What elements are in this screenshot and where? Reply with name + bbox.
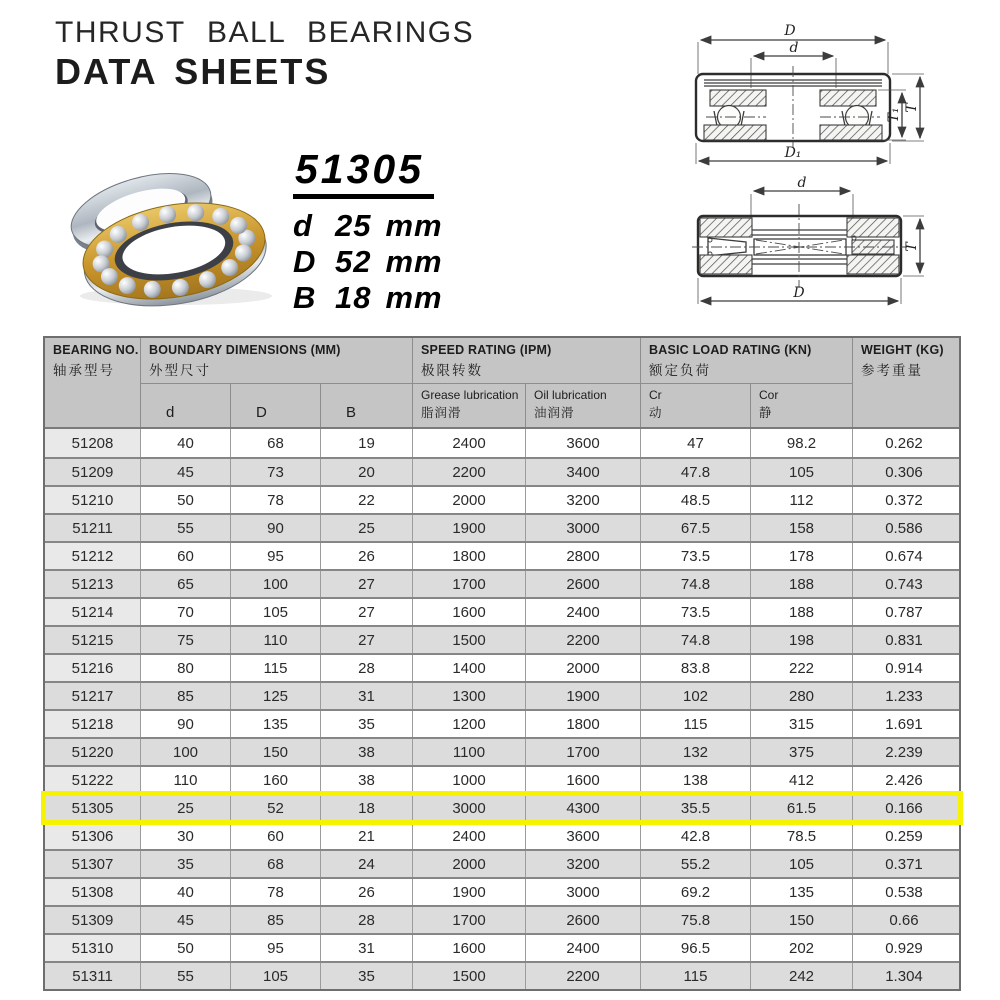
- cell-oil-speed: 3000: [525, 879, 640, 905]
- cell-weight: 0.586: [852, 515, 955, 541]
- cell-grease-speed: 2400: [412, 429, 525, 457]
- cell-oil-speed: 3600: [525, 823, 640, 849]
- cell-d: 85: [140, 683, 230, 709]
- header-bearing-no: BEARING NO. 轴承型号: [53, 343, 139, 378]
- cell-weight: 0.929: [852, 935, 955, 961]
- cell-grease-speed: 1500: [412, 963, 525, 989]
- table-row: [45, 765, 959, 793]
- cross-section-drawing-top: [648, 18, 943, 173]
- cell-cor: 158: [750, 515, 852, 541]
- product-spec: [293, 146, 443, 316]
- cell-grease-speed: 1400: [412, 655, 525, 681]
- header-col-B: B: [320, 383, 412, 427]
- cell-cr: 35.5: [640, 795, 750, 821]
- cell-cr: 74.8: [640, 627, 750, 653]
- svg-text:d: d: [797, 176, 807, 191]
- cell-weight: 0.674: [852, 543, 955, 569]
- cell-D: 105: [230, 963, 320, 989]
- cell-bearing-no: 51212: [45, 543, 140, 569]
- cell-D: 95: [230, 543, 320, 569]
- cell-grease-speed: 1900: [412, 515, 525, 541]
- cell-D: 135: [230, 711, 320, 737]
- table-row: [45, 933, 959, 961]
- cell-D: 73: [230, 459, 320, 485]
- cell-D: 78: [230, 879, 320, 905]
- cell-d: 45: [140, 907, 230, 933]
- cell-oil-speed: 1600: [525, 767, 640, 793]
- cell-d: 55: [140, 515, 230, 541]
- cell-grease-speed: 1700: [412, 571, 525, 597]
- cell-D: 68: [230, 851, 320, 877]
- cell-grease-speed: 1500: [412, 627, 525, 653]
- table-row: [45, 457, 959, 485]
- cell-cor: 150: [750, 907, 852, 933]
- table-row: [45, 681, 959, 709]
- header-col-cor: Cor 静: [750, 383, 852, 427]
- table-row: [45, 821, 959, 849]
- cell-d: 40: [140, 879, 230, 905]
- header-col-d: d: [140, 383, 230, 427]
- cell-grease-speed: 1300: [412, 683, 525, 709]
- cell-cor: 61.5: [750, 795, 852, 821]
- cell-weight: 0.372: [852, 487, 955, 513]
- cell-D: 100: [230, 571, 320, 597]
- cell-B: 38: [320, 767, 412, 793]
- cell-cor: 78.5: [750, 823, 852, 849]
- cell-grease-speed: 2000: [412, 487, 525, 513]
- cell-weight: 0.914: [852, 655, 955, 681]
- cell-B: 25: [320, 515, 412, 541]
- cell-D: 78: [230, 487, 320, 513]
- cell-cor: 178: [750, 543, 852, 569]
- cell-oil-speed: 3200: [525, 851, 640, 877]
- table-row: [45, 653, 959, 681]
- cell-bearing-no: 51214: [45, 599, 140, 625]
- cell-B: 20: [320, 459, 412, 485]
- cell-weight: 0.371: [852, 851, 955, 877]
- cell-bearing-no: 51216: [45, 655, 140, 681]
- table-row: [45, 625, 959, 653]
- cell-D: 150: [230, 739, 320, 765]
- svg-text:T: T: [904, 103, 920, 113]
- cell-B: 38: [320, 739, 412, 765]
- svg-text:D₁: D₁: [784, 145, 802, 161]
- bearing-photo: [46, 156, 284, 308]
- cell-d: 70: [140, 599, 230, 625]
- cell-bearing-no: 51208: [45, 429, 140, 457]
- cell-bearing-no: 51218: [45, 711, 140, 737]
- cell-B: 24: [320, 851, 412, 877]
- cell-B: 35: [320, 711, 412, 737]
- cell-cr: 73.5: [640, 599, 750, 625]
- cell-d: 100: [140, 739, 230, 765]
- dim-B: B 18 mm: [293, 280, 443, 315]
- cell-cr: 73.5: [640, 543, 750, 569]
- cell-cr: 47.8: [640, 459, 750, 485]
- cell-bearing-no: 51217: [71, 687, 114, 705]
- cell-B: 28: [320, 655, 412, 681]
- page-title: THRUST BALL BEARINGS: [55, 16, 475, 49]
- table-row: [45, 597, 959, 625]
- cell-d: 75: [140, 627, 230, 653]
- cell-cor: 315: [750, 711, 852, 737]
- cell-d: 60: [140, 543, 230, 569]
- cell-grease-speed: 1900: [412, 879, 525, 905]
- cell-bearing-no: 51307: [71, 855, 114, 873]
- cell-D: 115: [230, 655, 320, 681]
- cell-D: 125: [230, 683, 320, 709]
- cell-cr: 138: [640, 767, 750, 793]
- cell-weight: 0.262: [852, 429, 955, 457]
- cell-cr: 115: [640, 963, 750, 989]
- table-row: [45, 849, 959, 877]
- cell-cor: 280: [750, 683, 852, 709]
- cell-cr: 83.8: [640, 655, 750, 681]
- cell-oil-speed: 1700: [525, 739, 640, 765]
- svg-text:d: d: [789, 40, 799, 56]
- cell-weight: 1.233: [852, 683, 955, 709]
- table-row: [45, 541, 959, 569]
- cell-B: 28: [320, 907, 412, 933]
- model-dimensions: [293, 208, 443, 316]
- table-row: [45, 429, 959, 457]
- cell-bearing-no: 51213: [71, 575, 114, 593]
- cell-grease-speed: 1000: [412, 767, 525, 793]
- cell-cor: 375: [750, 739, 852, 765]
- cell-B: 18: [320, 795, 412, 821]
- cell-oil-speed: 2600: [525, 571, 640, 597]
- cell-grease-speed: 1600: [412, 599, 525, 625]
- cell-D: 90: [230, 515, 320, 541]
- svg-text:D: D: [793, 285, 805, 301]
- cell-cr: 67.5: [640, 515, 750, 541]
- cell-weight: 2.426: [852, 767, 955, 793]
- cell-B: 26: [320, 543, 412, 569]
- cell-oil-speed: 2400: [525, 599, 640, 625]
- cell-B: 21: [320, 823, 412, 849]
- cell-d: 55: [140, 963, 230, 989]
- header-col-cr: Cr 动: [640, 383, 750, 427]
- cell-cr: 42.8: [640, 823, 750, 849]
- cell-bearing-no: 51311: [72, 967, 113, 985]
- cell-oil-speed: 2600: [525, 907, 640, 933]
- cell-bearing-no: 51306: [45, 823, 140, 849]
- cell-oil-speed: 1900: [525, 683, 640, 709]
- cell-B: 27: [320, 627, 412, 653]
- cell-cor: 112: [750, 487, 852, 513]
- cell-D: 110: [230, 627, 320, 653]
- table-row: [45, 513, 959, 541]
- cell-cor: 202: [750, 935, 852, 961]
- cell-d: 45: [140, 459, 230, 485]
- svg-text:T₁: T₁: [886, 107, 902, 123]
- cell-d: 110: [140, 767, 230, 793]
- cell-oil-speed: 2800: [525, 543, 640, 569]
- header-col-oil: Oil lubrication 油润滑: [525, 383, 640, 427]
- cell-D: 105: [230, 599, 320, 625]
- cell-grease-speed: 2400: [412, 823, 525, 849]
- svg-text:T: T: [904, 242, 920, 252]
- cell-bearing-no: 51308: [45, 879, 140, 905]
- cell-B: 27: [320, 571, 412, 597]
- model-number: 51305: [293, 146, 434, 199]
- cell-d: 80: [140, 655, 230, 681]
- cell-B: 26: [320, 879, 412, 905]
- header-col-D: D: [230, 383, 320, 427]
- cell-bearing-no: 51220: [71, 743, 114, 761]
- cell-grease-speed: 3000: [412, 795, 525, 821]
- cell-oil-speed: 2400: [525, 935, 640, 961]
- table-row: [45, 485, 959, 513]
- dim-D: D 52 mm: [293, 244, 443, 279]
- cell-weight: 2.239: [852, 739, 955, 765]
- table-row: [45, 569, 959, 597]
- table-row: [45, 905, 959, 933]
- cell-weight: 1.691: [852, 711, 955, 737]
- cell-cr: 69.2: [640, 879, 750, 905]
- header-col-grease: Grease lubrication 脂润滑: [412, 383, 525, 427]
- cell-grease-speed: 1200: [412, 711, 525, 737]
- table-body: [45, 429, 959, 989]
- cell-bearing-no: 51310: [45, 935, 140, 961]
- dim-d: d 25 mm: [293, 208, 443, 243]
- title-block: [55, 16, 474, 93]
- table-row: [45, 793, 959, 821]
- cell-weight: 0.259: [852, 823, 955, 849]
- cell-weight: 0.538: [852, 879, 955, 905]
- cell-bearing-no: 51210: [45, 487, 140, 513]
- header-weight: WEIGHT (KG) 参考重量: [852, 338, 955, 427]
- cell-cor: 188: [750, 599, 852, 625]
- cell-bearing-no: 51211: [72, 519, 113, 537]
- cell-B: 19: [320, 429, 412, 457]
- cell-cor: 242: [750, 963, 852, 989]
- bearing-data-table: [43, 336, 961, 991]
- cell-d: 65: [140, 571, 230, 597]
- cell-oil-speed: 2200: [525, 963, 640, 989]
- cell-bearing-no: 51215: [71, 631, 114, 649]
- cell-oil-speed: 3000: [525, 515, 640, 541]
- cell-oil-speed: 3400: [525, 459, 640, 485]
- table-row: [45, 877, 959, 905]
- cell-cor: 98.2: [750, 429, 852, 457]
- table-row: [45, 961, 959, 989]
- cell-weight: 0.787: [852, 599, 955, 625]
- cell-bearing-no: 51222: [45, 767, 140, 793]
- cell-grease-speed: 1100: [412, 739, 525, 765]
- svg-text:D: D: [784, 23, 796, 39]
- cell-cor: 135: [750, 879, 852, 905]
- cell-weight: 0.743: [852, 571, 955, 597]
- cell-D: 85: [230, 907, 320, 933]
- cell-cr: 47: [640, 429, 750, 457]
- cell-d: 50: [140, 487, 230, 513]
- header-speed-rating: SPEED RATING (IPM) 极限转数: [412, 338, 640, 383]
- cell-d: 90: [140, 711, 230, 737]
- cell-bearing-no: 51309: [71, 911, 114, 929]
- cell-grease-speed: 2000: [412, 851, 525, 877]
- cell-B: 35: [320, 963, 412, 989]
- cell-d: 35: [140, 851, 230, 877]
- cell-cor: 105: [750, 851, 852, 877]
- cell-weight: 0.166: [852, 795, 955, 821]
- cell-bearing-no: 51209: [71, 463, 114, 481]
- cell-B: 27: [320, 599, 412, 625]
- cell-cr: 96.5: [640, 935, 750, 961]
- cross-section-drawing-bottom: [648, 176, 943, 316]
- cell-cor: 198: [750, 627, 852, 653]
- cell-cor: 105: [750, 459, 852, 485]
- cell-cr: 102: [640, 683, 750, 709]
- cell-oil-speed: 3600: [525, 429, 640, 457]
- cell-d: 40: [140, 429, 230, 457]
- cell-weight: 0.831: [852, 627, 955, 653]
- cell-cor: 222: [750, 655, 852, 681]
- cell-cr: 115: [640, 711, 750, 737]
- header-basic-load-rating: BASIC LOAD RATING (KN) 额定负荷: [640, 338, 852, 383]
- cell-grease-speed: 1700: [412, 907, 525, 933]
- cell-cr: 74.8: [640, 571, 750, 597]
- cell-D: 68: [230, 429, 320, 457]
- cell-B: 31: [320, 683, 412, 709]
- table-header: [45, 338, 959, 429]
- cell-grease-speed: 1800: [412, 543, 525, 569]
- cell-grease-speed: 2200: [412, 459, 525, 485]
- cell-cr: 55.2: [640, 851, 750, 877]
- table-row: [45, 737, 959, 765]
- cell-grease-speed: 1600: [412, 935, 525, 961]
- cell-weight: 0.306: [852, 459, 955, 485]
- cell-cor: 412: [750, 767, 852, 793]
- cell-D: 60: [230, 823, 320, 849]
- cell-B: 22: [320, 487, 412, 513]
- cell-oil-speed: 2200: [525, 627, 640, 653]
- table-row: [45, 709, 959, 737]
- page-subtitle: DATA SHEETS: [55, 51, 331, 92]
- cell-cr: 132: [640, 739, 750, 765]
- cell-oil-speed: 3200: [525, 487, 640, 513]
- cell-oil-speed: 4300: [525, 795, 640, 821]
- cell-D: 160: [230, 767, 320, 793]
- cell-cr: 75.8: [640, 907, 750, 933]
- cell-bearing-no: 51305: [71, 799, 114, 817]
- cell-d: 30: [140, 823, 230, 849]
- header-boundary-dimensions: BOUNDARY DIMENSIONS (MM) 外型尺寸: [140, 338, 412, 383]
- cell-B: 31: [320, 935, 412, 961]
- cell-cr: 48.5: [640, 487, 750, 513]
- cell-d: 50: [140, 935, 230, 961]
- cell-D: 95: [230, 935, 320, 961]
- cell-oil-speed: 1800: [525, 711, 640, 737]
- cell-weight: 1.304: [852, 963, 955, 989]
- cell-D: 52: [230, 795, 320, 821]
- cell-cor: 188: [750, 571, 852, 597]
- cell-d: 25: [140, 795, 230, 821]
- cell-oil-speed: 2000: [525, 655, 640, 681]
- cell-weight: 0.66: [852, 907, 955, 933]
